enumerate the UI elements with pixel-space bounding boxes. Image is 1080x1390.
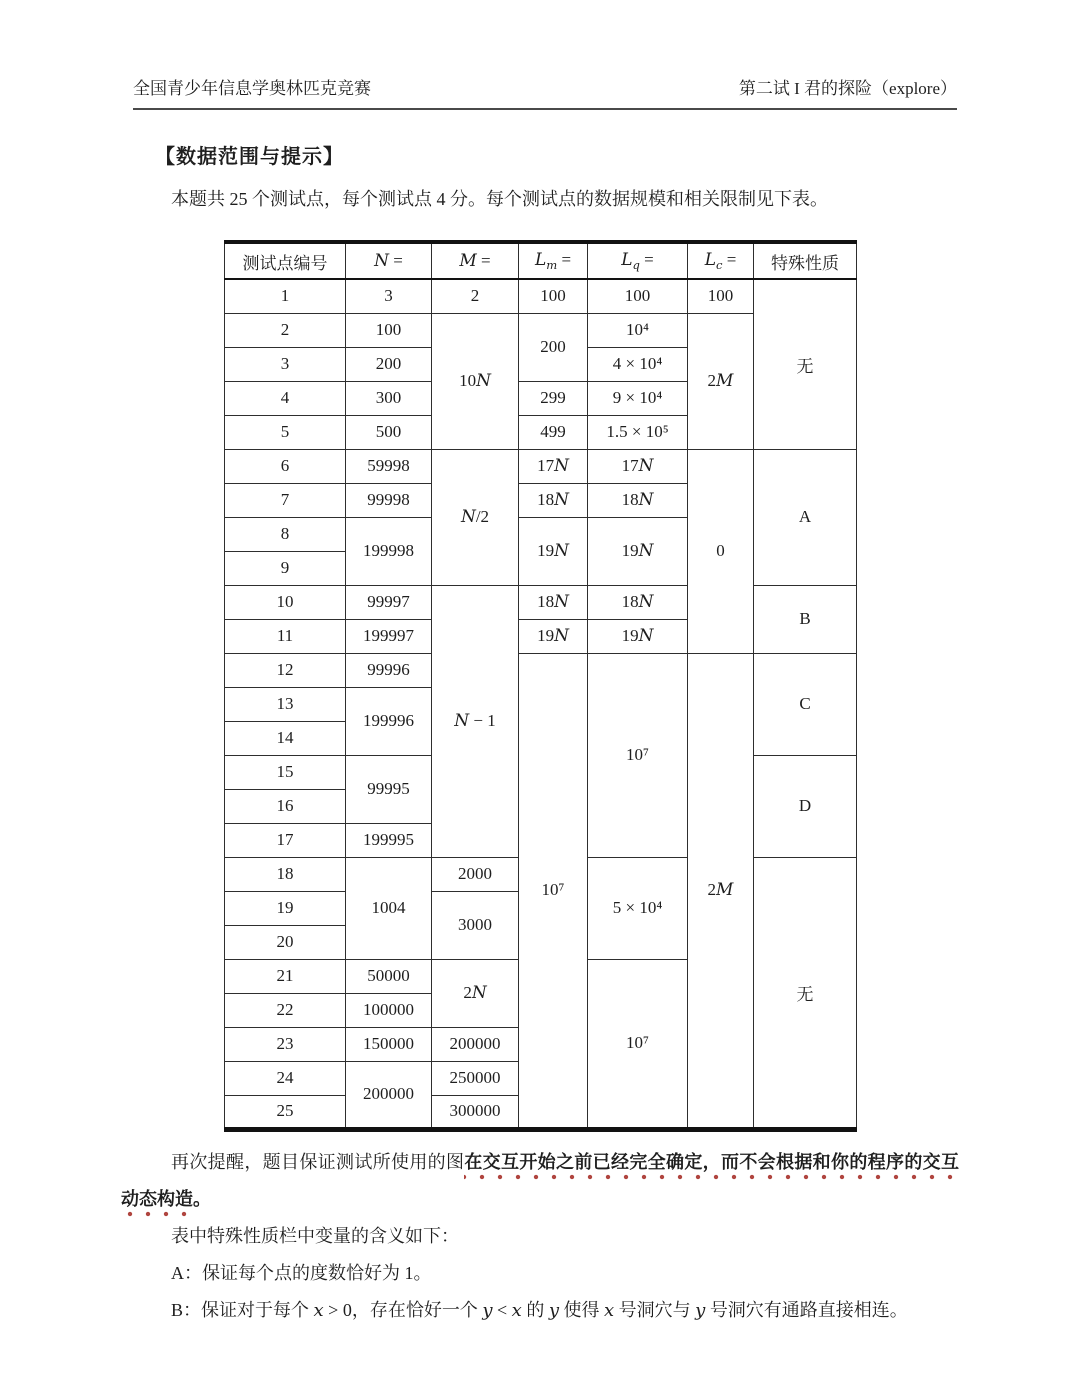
column-header-5: $L_c$ = xyxy=(688,242,754,279)
remark-prefix: 再次提醒，题目保证测试所使用的图 xyxy=(171,1152,465,1172)
running-header xyxy=(133,74,957,110)
table-cell: 100 xyxy=(519,279,588,313)
test-points-table xyxy=(224,240,857,1132)
table-cell: 2M xyxy=(688,653,754,1129)
table-cell: 8 xyxy=(225,517,346,551)
text-segment: < xyxy=(492,1300,512,1320)
table-cell: 2M xyxy=(688,313,754,449)
table-cell: 150000 xyxy=(346,1027,432,1061)
header-right-title: 第二试 I 君的探险（explore） xyxy=(738,79,957,98)
table-cell: 12 xyxy=(225,653,346,687)
table-cell: 2000 xyxy=(432,857,519,891)
table-cell: 14 xyxy=(225,721,346,755)
table-cell: 19N xyxy=(519,619,588,653)
table-cell: 199996 xyxy=(346,687,432,755)
table-cell: 18 xyxy=(225,857,346,891)
table-cell: 50000 xyxy=(346,959,432,993)
table-cell: 6 xyxy=(225,449,346,483)
table-cell: 21 xyxy=(225,959,346,993)
table-cell: A xyxy=(754,449,857,585)
table-cell: 7 xyxy=(225,483,346,517)
table-cell: 1 xyxy=(225,279,346,313)
table-cell: C xyxy=(754,653,857,755)
table-cell: 4 xyxy=(225,381,346,415)
table-header xyxy=(225,242,857,279)
table-cell: 18N xyxy=(588,585,688,619)
table-cell: 10N xyxy=(432,313,519,449)
table-cell: 5 xyxy=(225,415,346,449)
table-cell: 200000 xyxy=(432,1027,519,1061)
table-cell: 100000 xyxy=(346,993,432,1027)
text-segment: 号洞穴与 xyxy=(614,1300,696,1320)
table-cell: 300 xyxy=(346,381,432,415)
table-cell: 99998 xyxy=(346,483,432,517)
table-cell: 99997 xyxy=(346,585,432,619)
table-cell: 无 xyxy=(754,857,857,1129)
table-cell: 18N xyxy=(519,483,588,517)
table-cell: N − 1 xyxy=(432,585,519,857)
math-variable: y xyxy=(695,1300,706,1321)
table-cell: 9 xyxy=(225,551,346,585)
table-cell: 10⁴ xyxy=(588,313,688,347)
table-body xyxy=(225,279,857,1129)
table-cell: 17N xyxy=(588,449,688,483)
table-cell: 200 xyxy=(346,347,432,381)
table-cell: 19N xyxy=(519,517,588,585)
table-cell: 99995 xyxy=(346,755,432,823)
table-cell: 2 xyxy=(225,313,346,347)
column-header-6: 特殊性质 xyxy=(754,242,857,279)
table-cell: 16 xyxy=(225,789,346,823)
table-cell: 4 × 10⁴ xyxy=(588,347,688,381)
table-cell: 25 xyxy=(225,1095,346,1129)
table-cell: 17 xyxy=(225,823,346,857)
table-cell: 100 xyxy=(346,313,432,347)
table-cell: B xyxy=(754,585,857,653)
table-row xyxy=(225,279,857,313)
header-left-title: 全国青少年信息学奥林匹克竞赛 xyxy=(133,79,371,98)
intro-paragraph: 本题共 25 个测试点，每个测试点 4 分。每个测试点的数据规模和相关限制见下表。 xyxy=(171,189,828,209)
table-cell: 9 × 10⁴ xyxy=(588,381,688,415)
table-cell: 299 xyxy=(519,381,588,415)
text-segment: > 0，存在恰好一个 xyxy=(323,1300,483,1320)
remark-paragraph xyxy=(121,1144,959,1218)
table-cell: 10⁷ xyxy=(588,959,688,1129)
property-a-paragraph: A：保证每个点的度数恰好为 1。 xyxy=(171,1263,432,1283)
table-cell: 10⁷ xyxy=(519,653,588,1129)
table-cell: 0 xyxy=(688,449,754,653)
column-header-4: $L_q$ = xyxy=(588,242,688,279)
table-cell: 23 xyxy=(225,1027,346,1061)
table-cell: 19N xyxy=(588,619,688,653)
table-cell: 3 xyxy=(346,279,432,313)
table-cell: 22 xyxy=(225,993,346,1027)
table-cell: 10⁷ xyxy=(588,653,688,857)
table-cell: 18N xyxy=(588,483,688,517)
column-header-0: 测试点编号 xyxy=(225,242,346,279)
table-cell: 24 xyxy=(225,1061,346,1095)
table-cell: 19 xyxy=(225,891,346,925)
table-cell: 17N xyxy=(519,449,588,483)
column-header-2: M = xyxy=(432,242,519,279)
column-header-3: $L_m$ = xyxy=(519,242,588,279)
table-cell: 199998 xyxy=(346,517,432,585)
column-header-1: N = xyxy=(346,242,432,279)
table-cell: 2N xyxy=(432,959,519,1027)
table-cell: 500 xyxy=(346,415,432,449)
text-segment: 号洞穴有通路直接相连。 xyxy=(705,1300,908,1320)
table-row xyxy=(225,449,857,483)
remark-emphasized: 在交互开始之前已经完全确定，而不会根据和你的程序的交互动态构造 xyxy=(121,1152,959,1217)
table-cell: 200000 xyxy=(346,1061,432,1129)
table-cell: N/2 xyxy=(432,449,519,585)
table-cell: 3 xyxy=(225,347,346,381)
section-title: 【数据范围与提示】 xyxy=(155,146,344,168)
table-cell: 300000 xyxy=(432,1095,519,1129)
table-cell: 59998 xyxy=(346,449,432,483)
notes-block xyxy=(121,1144,959,1329)
property-b-paragraph xyxy=(121,1292,959,1329)
table-cell: 200 xyxy=(519,313,588,381)
table-cell: 1.5 × 10⁵ xyxy=(588,415,688,449)
table-cell: 3000 xyxy=(432,891,519,959)
math-variable: y xyxy=(482,1300,493,1321)
table-cell: 100 xyxy=(588,279,688,313)
table-cell: 10 xyxy=(225,585,346,619)
math-variable: x xyxy=(313,1300,324,1321)
table-header-row xyxy=(225,242,857,279)
table-cell: 13 xyxy=(225,687,346,721)
table-cell: 499 xyxy=(519,415,588,449)
table-cell: 250000 xyxy=(432,1061,519,1095)
math-variable: y xyxy=(548,1300,559,1321)
table-cell: 5 × 10⁴ xyxy=(588,857,688,959)
table-cell: D xyxy=(754,755,857,857)
table-cell: 199995 xyxy=(346,823,432,857)
math-variable: x xyxy=(603,1300,615,1321)
table-row xyxy=(225,585,857,619)
text-segment: 的 xyxy=(521,1300,549,1320)
table-row xyxy=(225,653,857,687)
table-cell: 11 xyxy=(225,619,346,653)
text-segment: 使得 xyxy=(558,1300,604,1320)
text-segment: B：保证对于每个 xyxy=(171,1300,314,1320)
table-cell: 20 xyxy=(225,925,346,959)
math-variable: x xyxy=(511,1300,522,1321)
table-cell: 15 xyxy=(225,755,346,789)
table-cell: 99996 xyxy=(346,653,432,687)
table-cell: 100 xyxy=(688,279,754,313)
table-cell: 199997 xyxy=(346,619,432,653)
legend-intro-paragraph: 表中特殊性质栏中变量的含义如下： xyxy=(171,1226,459,1246)
remark-suffix: 。 xyxy=(193,1189,211,1209)
table-cell: 无 xyxy=(754,279,857,449)
table-cell: 1004 xyxy=(346,857,432,959)
table-cell: 2 xyxy=(432,279,519,313)
table-cell: 19N xyxy=(588,517,688,585)
table-cell: 18N xyxy=(519,585,588,619)
